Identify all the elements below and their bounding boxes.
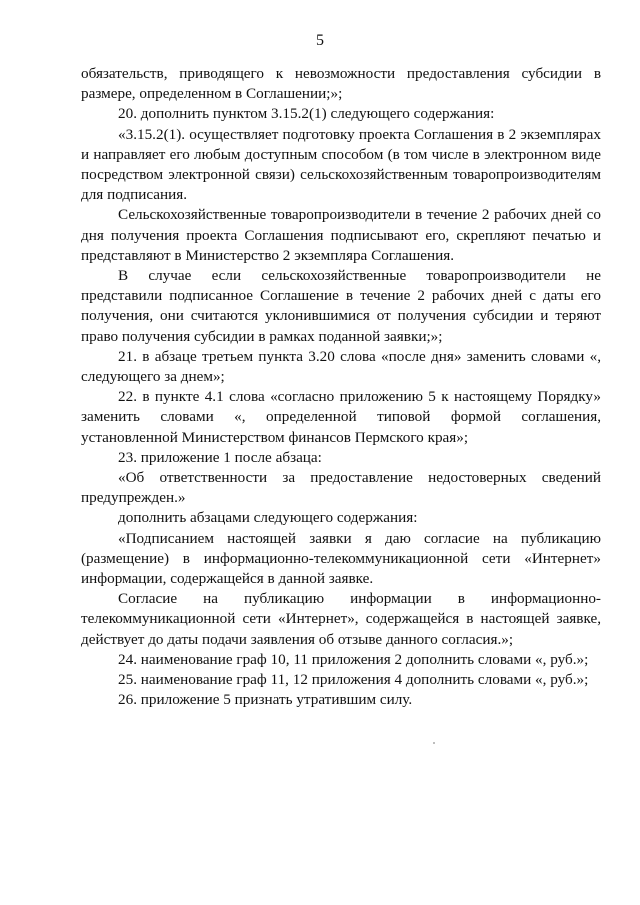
paragraph: 24. наименование граф 10, 11 приложения 2 дополнить словами «, руб.»; xyxy=(118,650,589,668)
paragraph: 22. в пункте 4.1 слова «согласно приложению 5 к настоящему Порядку» заменить словами «, определенной типовой формой соглашения, установленной Министерством финансов Пермского края»; xyxy=(81,388,601,446)
paragraph: «Об ответственности за предоставление недостоверных сведений предупрежден.» xyxy=(81,469,601,507)
document-body xyxy=(81,64,601,711)
paragraph: дополнить абзацами следующего содержания: xyxy=(118,509,418,527)
paragraph: «3.15.2(1). осуществляет подготовку проекта Соглашения в 2 экземплярах и направляет его любым доступным способом (в том числе в электронном виде посредством электронной связи) сельскохозяйственным товаропроизводителям для подписания. xyxy=(81,125,601,204)
paragraph: 26. приложение 5 признать утратившим силу. xyxy=(118,691,413,709)
paragraph: 23. приложение 1 после абзаца: xyxy=(118,448,322,466)
paragraph: 25. наименование граф 11, 12 приложения 4 дополнить словами «, руб.»; xyxy=(118,671,589,689)
page-number: 5 xyxy=(316,32,324,49)
scan-speck xyxy=(433,742,435,744)
paragraph: Сельскохозяйственные товаропроизводители в течение 2 рабочих дней со дня получения проекта Соглашения подписывают его, скрепляют печатью и представляют в Министерство 2 экземпляра Соглашения. xyxy=(81,206,601,264)
paragraph: В случае если сельскохозяйственные товаропроизводители не представили подписанное Соглашение в течение 2 рабочих дней с даты его получения, они считаются уклонившимися от получения субсидии и теряют право получения субсидии в рамках поданной заявки;»; xyxy=(81,267,601,345)
paragraph: «Подписанием настоящей заявки я даю согласие на публикацию (размещение) в информационно-телекоммуникационной сети «Интернет» информации, содержащейся в данной заявке. xyxy=(81,529,601,588)
paragraph: обязательств, приводящего к невозможности предоставления субсидии в размере, определенном в Соглашении;»; xyxy=(81,65,601,103)
paragraph: Согласие на публикацию информации в информационно-телекоммуникационной сети «Интернет», содержащейся в настоящей заявке, действует до даты подачи заявления об отзыве данного согласия.»; xyxy=(81,590,601,648)
paragraph: 20. дополнить пунктом 3.15.2(1) следующего содержания: xyxy=(118,105,495,123)
paragraph: 21. в абзаце третьем пункта 3.20 слова «после дня» заменить словами «, следующего за днем»; xyxy=(81,347,601,386)
